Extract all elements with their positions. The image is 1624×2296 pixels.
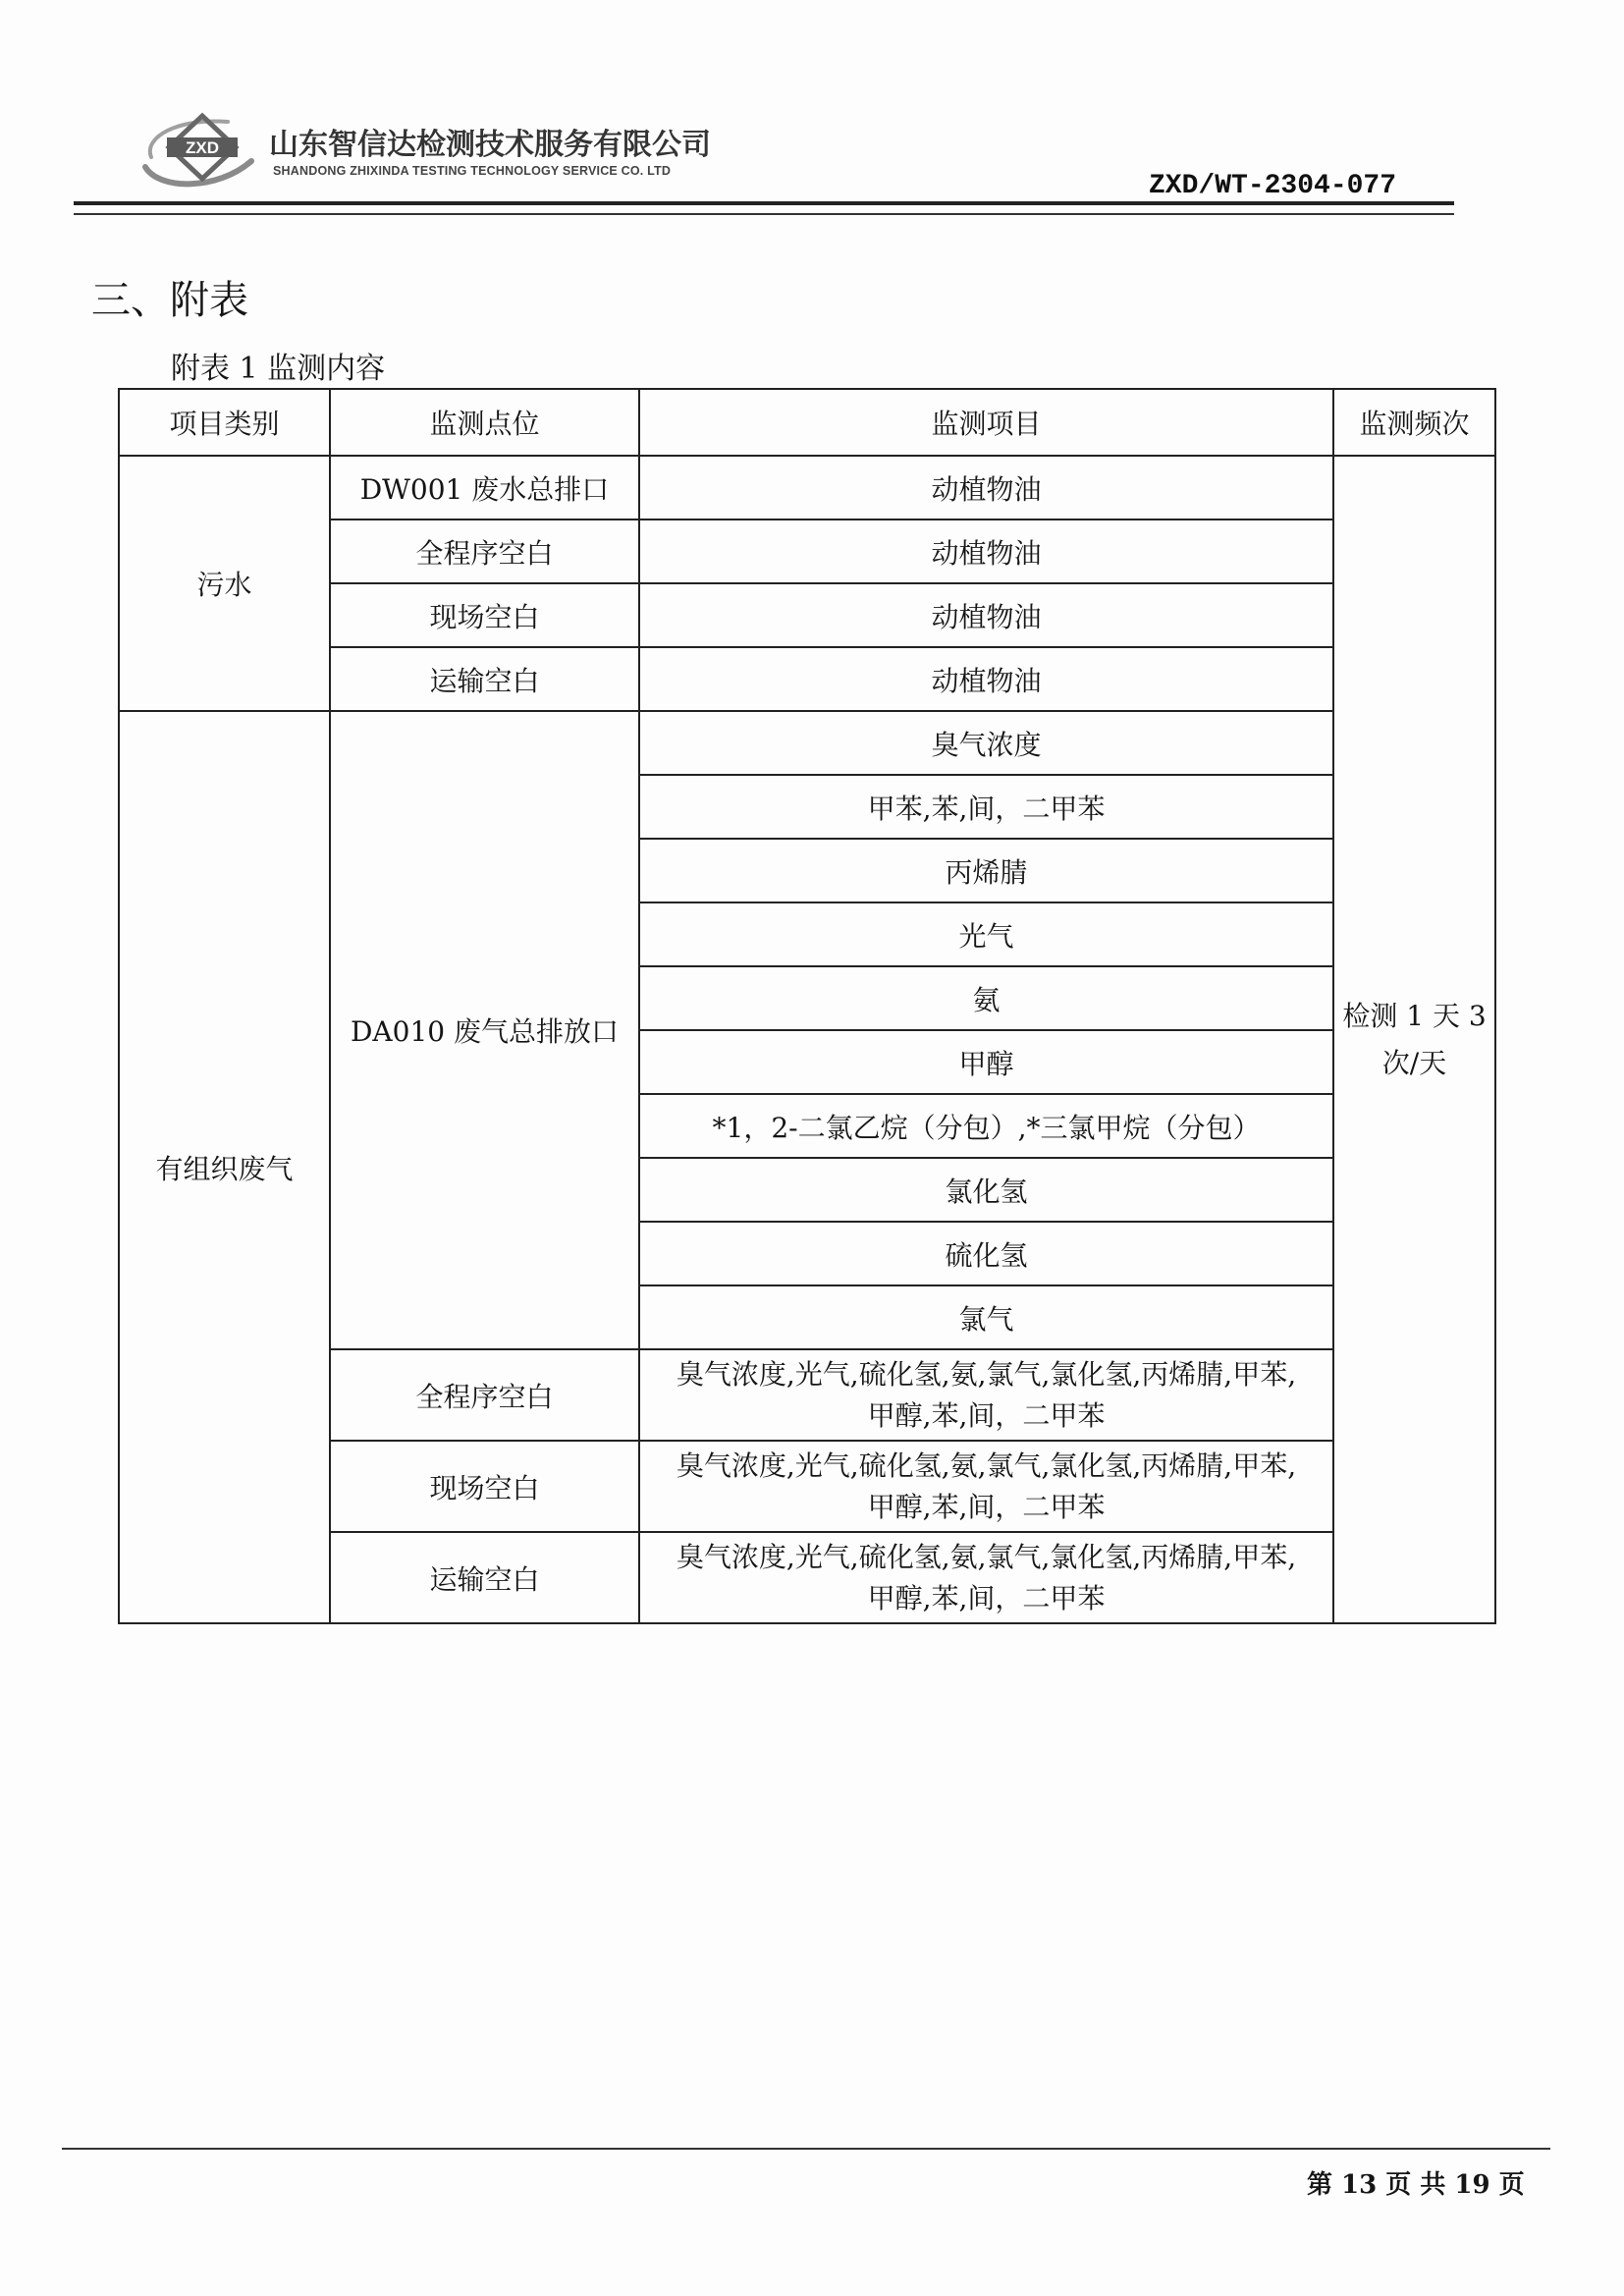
item-cell: 硫化氢 — [639, 1222, 1333, 1285]
frequency-line: 检测 1 天 3 — [1342, 999, 1487, 1032]
company-name-en: SHANDONG ZHIXINDA TESTING TECHNOLOGY SERVICE CO. LTD — [273, 164, 672, 178]
item-cell: 氯气 — [639, 1285, 1333, 1349]
point-cell: DW001 废水总排口 — [330, 456, 639, 519]
item-cell — [639, 1441, 1333, 1532]
table-row — [119, 711, 1495, 775]
item-cell: *1，2-二氯乙烷（分包）,*三氯甲烷（分包） — [639, 1094, 1333, 1158]
item-cell: 丙烯腈 — [639, 839, 1333, 902]
item-cell: 臭气浓度 — [639, 711, 1333, 775]
company-logo — [137, 108, 259, 192]
company-name-cn: 山东智信达检测技术服务有限公司 — [269, 128, 711, 162]
item-cell: 动植物油 — [639, 456, 1333, 519]
monitoring-content-table — [118, 388, 1496, 1624]
item-line: 臭气浓度,光气,硫化氢,氨,氯气,氯化氢,丙烯腈,甲苯, — [676, 1357, 1297, 1391]
item-line: 臭气浓度,光气,硫化氢,氨,氯气,氯化氢,丙烯腈,甲苯, — [676, 1540, 1297, 1573]
item-cell: 光气 — [639, 902, 1333, 966]
table-header-row — [119, 389, 1495, 456]
logo-text: ZXD — [186, 138, 219, 157]
item-line: 甲醇,苯,间，二甲苯 — [867, 1398, 1106, 1432]
item-cell — [639, 1532, 1333, 1623]
item-line: 甲醇,苯,间，二甲苯 — [867, 1581, 1106, 1614]
frequency-line: 次/天 — [1381, 1046, 1447, 1079]
category-cell-waste-gas: 有组织废气 — [119, 711, 330, 1623]
table-row — [119, 456, 1495, 519]
header-rule-thick — [74, 201, 1454, 205]
point-cell: 运输空白 — [330, 1532, 639, 1623]
point-cell: 现场空白 — [330, 583, 639, 647]
item-cell — [639, 1349, 1333, 1441]
section-title: 三、附表 — [91, 278, 248, 323]
point-cell: 全程序空白 — [330, 519, 639, 583]
header-category: 项目类别 — [119, 389, 330, 456]
header-point: 监测点位 — [330, 389, 639, 456]
header-item: 监测项目 — [639, 389, 1333, 456]
item-cell: 氨 — [639, 966, 1333, 1030]
table-caption: 附表 1 监测内容 — [171, 352, 386, 386]
item-line: 臭气浓度,光气,硫化氢,氨,氯气,氯化氢,丙烯腈,甲苯, — [676, 1449, 1297, 1482]
item-cell: 动植物油 — [639, 519, 1333, 583]
item-cell: 甲苯,苯,间，二甲苯 — [639, 775, 1333, 839]
item-cell: 动植物油 — [639, 647, 1333, 711]
point-cell: 全程序空白 — [330, 1349, 639, 1441]
point-cell: 现场空白 — [330, 1441, 639, 1532]
header-rule-thin — [74, 213, 1454, 215]
report-number: ZXD/WT-2304-077 — [1149, 171, 1397, 201]
frequency-cell — [1333, 456, 1495, 1623]
item-cell: 甲醇 — [639, 1030, 1333, 1094]
point-cell: 运输空白 — [330, 647, 639, 711]
header-frequency: 监测频次 — [1333, 389, 1495, 456]
category-cell-wastewater: 污水 — [119, 456, 330, 711]
item-line: 甲醇,苯,间，二甲苯 — [867, 1490, 1106, 1523]
footer-rule — [62, 2148, 1550, 2150]
page-number: 第 13 页 共 19 页 — [1307, 2170, 1525, 2200]
item-cell: 氯化氢 — [639, 1158, 1333, 1222]
item-cell: 动植物油 — [639, 583, 1333, 647]
point-cell-outlet: DA010 废气总排放口 — [330, 711, 639, 1349]
